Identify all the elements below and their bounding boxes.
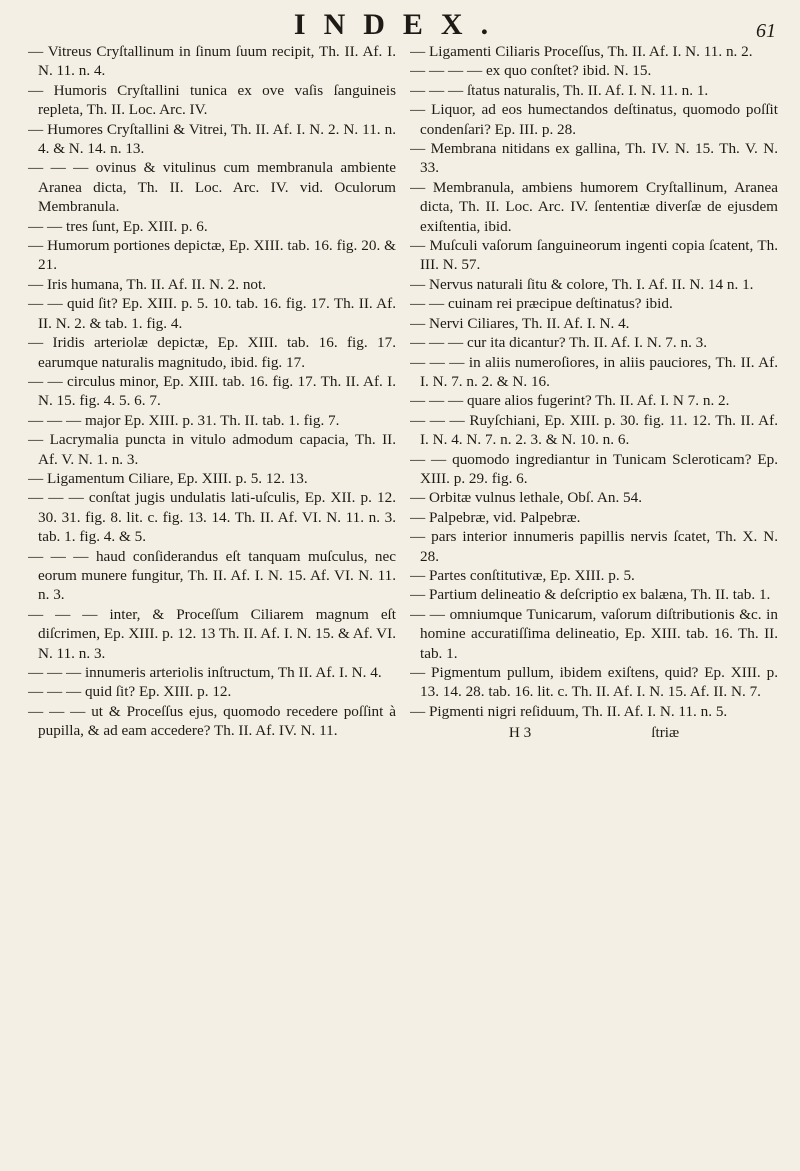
index-entry: — Nervi Ciliares, Th. II. Af. I. N. 4. bbox=[410, 314, 630, 332]
index-entry: — — quomodo ingrediantur in Tunicam Scleroticam? Ep. XIII. p. 29. fig. 6. bbox=[410, 450, 778, 487]
index-entry: — pars interior innumeris papillis nervis ſcatet, Th. X. N. 28. bbox=[410, 528, 778, 565]
catchword: ſtriæ bbox=[651, 724, 680, 742]
index-entry: — — — innumeris arteriolis inſtructum, Th II. Af. I. N. 4. bbox=[28, 664, 382, 681]
index-entry: — Muſculi vaſorum ſanguineorum ingenti copia ſcatent, Th. III. N. 57. bbox=[410, 237, 778, 274]
index-entry: — Pigmentum pullum, ibidem exiſtens, quid? Ep. XIII. p. 13. 14. 28. tab. 16. lit. c. Th. II. Af. I. N. 15. Af. II. N. 7. bbox=[410, 664, 778, 701]
index-entry: — Ligamenti Ciliaris Proceſſus, Th. II. Af. I. N. 11. n. 2. bbox=[410, 43, 753, 60]
index-entry: — Humorum portiones depictæ, Ep. XIII. tab. 16. fig. 20. & 21. bbox=[28, 237, 396, 274]
index-entry: — Humoris Cryſtallini tunica ex ove vaſis ſanguineis repleta, Th. II. Loc. Arc. IV. bbox=[28, 81, 396, 119]
index-entry: — — — Ruyſchiani, Ep. XIII. p. 30. fig. 11. 12. Th. II. Af. I. N. 4. N. 7. n. 2. 3. & N. 10. n. 6. bbox=[410, 411, 778, 449]
index-entry: — Palpebræ, vid. Palpebræ. bbox=[410, 508, 581, 526]
index-entry: — — — inter, & Proceſſum Ciliarem magnum eſt diſcrimen, Ep. XIII. p. 12. 13 Th. II. Af. I. N. 15. & Af. VI. N. 11. n. 3. bbox=[28, 605, 396, 662]
index-entry: — Iridis arteriolæ depictæ, Ep. XIII. tab. 16. fig. 17. earumque naturalis magnitudo, ibid. fig. 17. bbox=[28, 334, 396, 371]
index-entry: — — — haud conſiderandus eſt tanquam muſculus, nec eorum munere fungitur, Th. II. Af. I. N. 15. Af. VI. N. 11. n. 3. bbox=[28, 547, 396, 604]
signature-mark: H 3 bbox=[508, 724, 532, 742]
index-entry: — Liquor, ad eos humectandos deſtinatus, quomodo poſſit condenſari? Ep. III. p. 28. bbox=[410, 101, 778, 138]
footer-marks bbox=[410, 723, 778, 742]
index-entry: — Vitreus Cryſtallinum in ſinum ſuum recipit, Th. II. Af. I. N. 11. n. 4. bbox=[28, 43, 396, 80]
index-entry: — Ligamentum Ciliare, Ep. XIII. p. 5. 12. 13. bbox=[28, 469, 308, 487]
index-entry: — Iris humana, Th. II. Af. II. N. 2. not. bbox=[28, 275, 267, 293]
left-column bbox=[28, 42, 396, 1162]
index-entry: — — cuinam rei præcipue deſtinatus? ibid. bbox=[410, 295, 673, 313]
index-entry: — — — ut & Proceſſus ejus, quomodo recedere poſſint à pupilla, & ad eam accedere? Th. II. Af. IV. N. 11. bbox=[28, 702, 396, 740]
index-entry: — Pigmenti nigri reſiduum, Th. II. Af. I. N. 11. n. 5. bbox=[410, 702, 728, 720]
index-entry: — — — conſtat jugis undulatis lati-uſculis, Ep. XII. p. 12. 30. 31. fig. 8. lit. c. fig. 13. 14. Th. II. Af. VI. N. 11. n. 3. tab. 1. fig. 4. & 5. bbox=[28, 489, 396, 546]
page-title: INDEX. bbox=[293, 8, 507, 41]
index-entry: — Nervus naturali ſitu & colore, Th. I. Af. II. N. 14 n. 1. bbox=[410, 275, 754, 293]
right-column bbox=[410, 42, 778, 1162]
index-entry: — Partium delineatio & deſcriptio ex balæna, Th. II. tab. 1. bbox=[410, 586, 771, 604]
index-entry: — — circulus minor, Ep. XIII. tab. 16. fig. 17. Th. II. Af. I. N. 15. fig. 4. 5. 6. 7. bbox=[28, 372, 396, 410]
index-entry: — Orbitæ vulnus lethale, Obſ. An. 54. bbox=[410, 489, 643, 507]
index-entry: — Membranula, ambiens humorem Cryſtallinum, Aranea dicta, Th. II. Loc. Arc. IV. ſententiæ diverſæ de ejusdem exiſtentia, ibid. bbox=[410, 178, 778, 235]
index-entry: — Humores Cryſtallini & Vitrei, Th. II. Af. I. N. 2. N. 11. n. 4. & N. 14. n. 13. bbox=[28, 120, 396, 158]
page-number: 61 bbox=[756, 20, 776, 42]
index-entry: — — — ovinus & vitulinus cum membranula ambiente Aranea dicta, Th. II. Loc. Arc. IV. vid. Oculorum Membranula. bbox=[28, 159, 396, 216]
index-entry: — — — major Ep. XIII. p. 31. Th. II. tab. 1. fig. 7. bbox=[28, 411, 340, 429]
index-entry: — — — cur ita dicantur? Th. II. Af. I. N. 7. n. 3. bbox=[410, 334, 708, 352]
index-entry: — — — quare alios fugerint? Th. II. Af. I. N 7. n. 2. bbox=[410, 392, 730, 410]
index-entry: — — quid ſit? Ep. XIII. p. 5. 10. tab. 16. fig. 17. Th. II. Af. II. N. 2. & tab. 1. fig. 4. bbox=[28, 295, 396, 332]
index-entry: — Membrana nitidans ex gallina, Th. IV. N. 15. Th. V. N. 33. bbox=[410, 140, 778, 177]
index-entry: — — omniumque Tunicarum, vaſorum diſtributionis &c. in homine accuratiſſima delineatio, Ep. XIII. tab. 16. Th. II. tab. 1. bbox=[410, 605, 778, 662]
index-entry: — Partes conſtitutivæ, Ep. XIII. p. 5. bbox=[410, 566, 635, 584]
index-entry: — — — in aliis numeroſiores, in aliis pauciores, Th. II. Af. I. N. 7. n. 2. & N. 16. bbox=[410, 353, 778, 390]
index-entry: — — — — ex quo conſtet? ibid. N. 15. bbox=[410, 62, 652, 80]
index-entry: — — — ſtatus naturalis, Th. II. Af. I. N. 11. n. 1. bbox=[410, 81, 709, 99]
index-entry: — Lacrymalia puncta in vitulo admodum capacia, Th. II. Af. V. N. 1. n. 3. bbox=[28, 431, 396, 468]
index-entry: — — — quid ſit? Ep. XIII. p. 12. bbox=[28, 683, 232, 701]
index-entry: — — tres ſunt, Ep. XIII. p. 6. bbox=[28, 217, 208, 235]
